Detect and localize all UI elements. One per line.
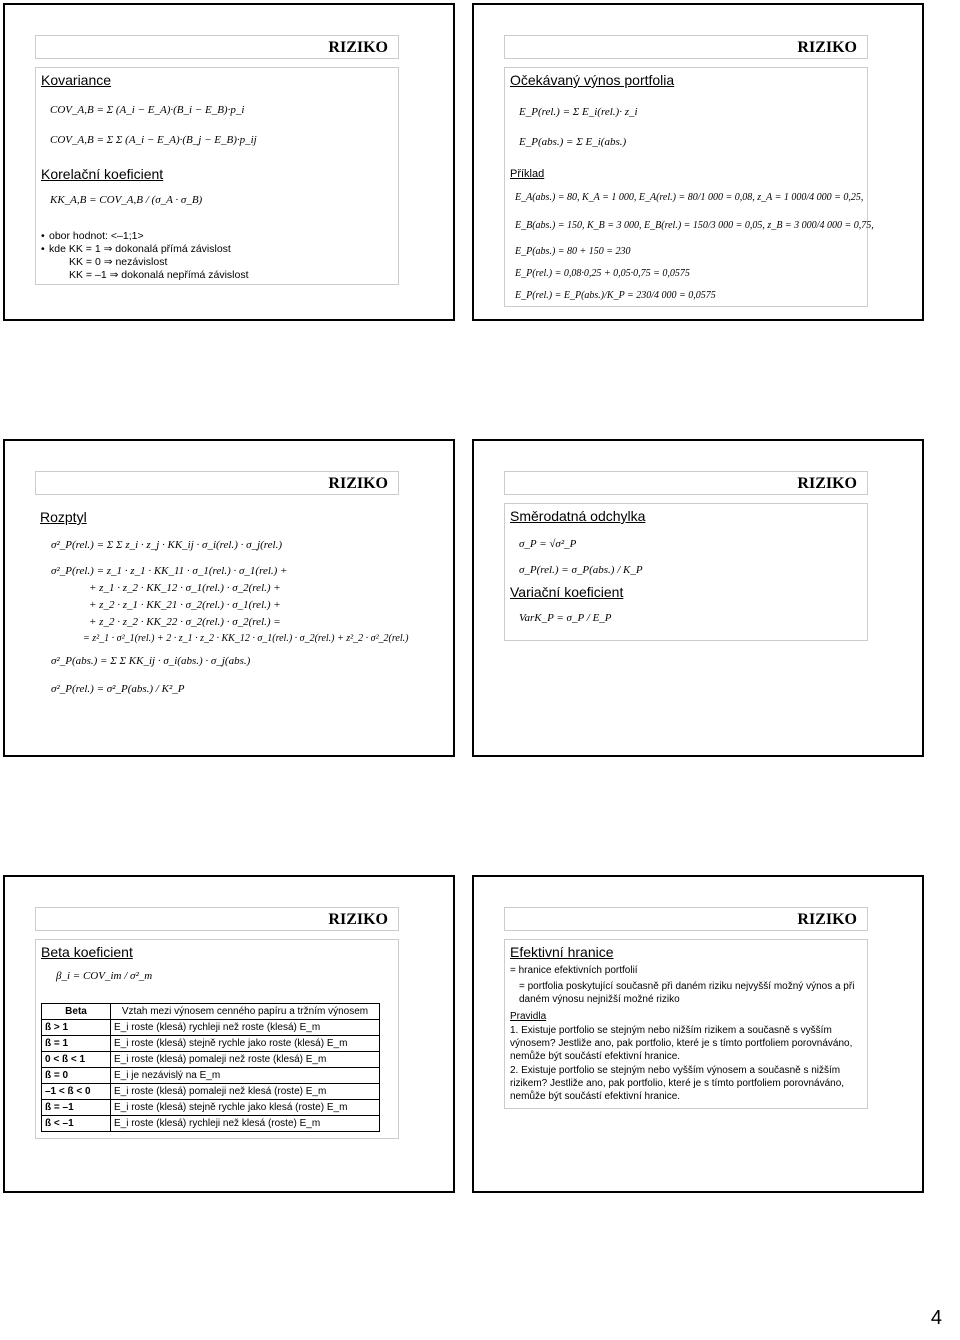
slide-title: Rozptyl (40, 509, 87, 525)
table-header-beta: Beta (42, 1004, 111, 1020)
list-item: KK = 0 ⇒ nezávislost (69, 256, 168, 268)
example-line-abs: E_P(abs.) = 80 + 150 = 230 (515, 246, 631, 257)
formula-covariance-1: COV_A,B = Σ (A_i − E_A)·(B_i − E_B)·p_i (50, 104, 245, 116)
slide-header-title: RIZIKO (797, 911, 857, 928)
slide-header-title: RIZIKO (328, 475, 388, 492)
formula-correlation: KK_A,B = COV_A,B / (σ_A · σ_B) (50, 194, 203, 206)
slide-header (504, 471, 868, 495)
slide-efficient-frontier (472, 875, 924, 1193)
page-number: 4 (930, 1307, 942, 1329)
formula-variance-expanded-1: σ²_P(rel.) = z_1 · z_1 · KK_11 · σ_1(rel.) · σ_1(rel.) + (51, 565, 288, 577)
beta-table (41, 1003, 380, 1132)
formula-std-dev: σ_P = √σ²_P (519, 538, 577, 550)
slide-body (504, 939, 868, 1109)
rule-1: 1. Existuje portfolio se stejným nebo nižším rizikem a současně s vyšším výnosem? Jestliže ano, pak portfolio, které je s tímto portfoliem porovnáváno, nemůže být součástí efektivní hranice. (510, 1025, 853, 1062)
slide-header-title: RIZIKO (797, 475, 857, 492)
example-line-rel: E_P(rel.) = 0,08·0,25 + 0,05·0,75 = 0,0575 (515, 268, 690, 279)
slide-header (35, 907, 399, 931)
slide-header (504, 35, 868, 59)
table-header-relation: Vztah mezi výnosem cenného papíru a tržním výnosem (111, 1004, 380, 1020)
slide-body (504, 67, 874, 307)
example-line-b: E_B(abs.) = 150, K_B = 3 000, E_B(rel.) = 150/3 000 = 0,05, z_B = 3 000/4 000 = 0,75, (515, 220, 874, 231)
section-title-variation: Variační koeficient (510, 584, 624, 600)
table-cell-beta: ß > 1 (42, 1020, 111, 1036)
formula-variance-expanded-5: = z²_1 · σ²_1(rel.) + 2 · z_1 · z_2 · KK_12 · σ_1(rel.) · σ_2(rel.) + z²_2 · σ²_2(rel.) (83, 633, 409, 644)
table-cell-beta: –1 < ß < 0 (42, 1084, 111, 1100)
rules-title: Pravidla (510, 1011, 547, 1022)
table-row (42, 1100, 380, 1116)
slide-standard-deviation (472, 439, 924, 757)
slide-header (35, 35, 399, 59)
formula-variance-expanded-4: + z_2 · z_2 · KK_22 · σ_2(rel.) · σ_2(rel.) = (89, 616, 281, 628)
slide-header (35, 471, 399, 495)
slide-title: Kovariance (41, 72, 112, 88)
formula-variance-general: σ²_P(rel.) = Σ Σ z_i · z_j · KK_ij · σ_i(rel.) · σ_j(rel.) (51, 539, 283, 551)
formula-variance-abs: σ²_P(abs.) = Σ Σ KK_ij · σ_i(abs.) · σ_j(abs.) (51, 655, 251, 667)
slide-body (35, 67, 399, 285)
table-cell-relation: E_i je nezávislý na E_m (111, 1068, 380, 1084)
slide-variance (3, 439, 455, 757)
formula-variance-expanded-3: + z_2 · z_1 · KK_21 · σ_2(rel.) · σ_1(rel.) + (89, 599, 281, 611)
table-row (42, 1052, 380, 1068)
table-cell-beta: ß = –1 (42, 1100, 111, 1116)
formula-covariance-2: COV_A,B = Σ Σ (A_i − E_A)·(B_j − E_B)·p_ij (50, 134, 257, 146)
formula-variance-expanded-2: + z_1 · z_2 · KK_12 · σ_1(rel.) · σ_2(rel.) + (89, 582, 281, 594)
example-line-a: E_A(abs.) = 80, K_A = 1 000, E_A(rel.) = 80/1 000 = 0,08, z_A = 1 000/4 000 = 0,25, (515, 192, 864, 203)
slide-beta (3, 875, 455, 1193)
list-item: • obor hodnot: <–1;1> (41, 230, 249, 243)
table-cell-relation: E_i roste (klesá) pomaleji než roste (klesá) E_m (111, 1052, 380, 1068)
slide-title: Očekávaný výnos portfolia (510, 72, 675, 88)
slide-header-title: RIZIKO (328, 911, 388, 928)
table-cell-relation: E_i roste (klesá) stejně rychle jako klesá (roste) E_m (111, 1100, 380, 1116)
example-label: Příklad (510, 168, 545, 180)
example-line-rel-check: E_P(rel.) = E_P(abs.)/K_P = 230/4 000 = 0,0575 (515, 290, 716, 301)
slide-title: Efektivní hranice (510, 944, 614, 960)
formula-portfolio-return-rel: E_P(rel.) = Σ E_i(rel.)· z_i (519, 106, 638, 118)
list-item: KK = –1 ⇒ dokonalá nepřímá závislost (69, 269, 249, 281)
formula-beta: β_i = COV_im / σ²_m (56, 970, 153, 982)
slide-expected-return (472, 3, 924, 321)
table-header-row (42, 1004, 380, 1020)
slide-title: Beta koeficient (41, 944, 133, 960)
slide-body (504, 503, 868, 641)
formula-variance-rel-from-abs: σ²_P(rel.) = σ²_P(abs.) / K²_P (51, 683, 185, 695)
slide-header (504, 907, 868, 931)
table-row (42, 1084, 380, 1100)
slide-header-title: RIZIKO (328, 39, 388, 56)
table-cell-relation: E_i roste (klesá) rychleji než roste (klesá) E_m (111, 1020, 380, 1036)
table-cell-beta: ß < –1 (42, 1116, 111, 1132)
table-row (42, 1068, 380, 1084)
table-cell-beta: 0 < ß < 1 (42, 1052, 111, 1068)
table-cell-relation: E_i roste (klesá) stejně rychle jako roste (klesá) E_m (111, 1036, 380, 1052)
definition-line-2: = portfolia poskytující současně při daném riziku nejvyšší možný výnos a při daném výnosu nejnižší možné riziko (519, 981, 855, 1005)
table-row (42, 1036, 380, 1052)
rule-2: 2. Existuje portfolio se stejným nebo vyšším výnosem a současně s nižším rizikem? Jestliže ano, pak portfolio, které je s tímto portfoliem porovnáváno, nemůže být součástí efektivní hranice. (510, 1065, 845, 1102)
table-cell-relation: E_i roste (klesá) pomaleji než klesá (roste) E_m (111, 1084, 380, 1100)
correlation-range-list (41, 230, 249, 282)
slide-header-title: RIZIKO (797, 39, 857, 56)
table-row (42, 1116, 380, 1132)
slide-kovariance (3, 3, 455, 321)
table-row (42, 1020, 380, 1036)
definition-line-1: = hranice efektivních portfolií (510, 965, 638, 976)
table-cell-beta: ß = 0 (42, 1068, 111, 1084)
section-title-correlation: Korelační koeficient (41, 166, 164, 182)
list-item: • kde KK = 1 ⇒ dokonalá přímá závislost (41, 243, 249, 256)
slide-title: Směrodatná odchylka (510, 508, 646, 524)
formula-variation-coefficient: VarK_P = σ_P / E_P (519, 612, 612, 624)
formula-std-dev-rel: σ_P(rel.) = σ_P(abs.) / K_P (519, 564, 643, 576)
formula-portfolio-return-abs: E_P(abs.) = Σ E_i(abs.) (519, 136, 627, 148)
table-cell-beta: ß = 1 (42, 1036, 111, 1052)
table-cell-relation: E_i roste (klesá) rychleji než klesá (roste) E_m (111, 1116, 380, 1132)
